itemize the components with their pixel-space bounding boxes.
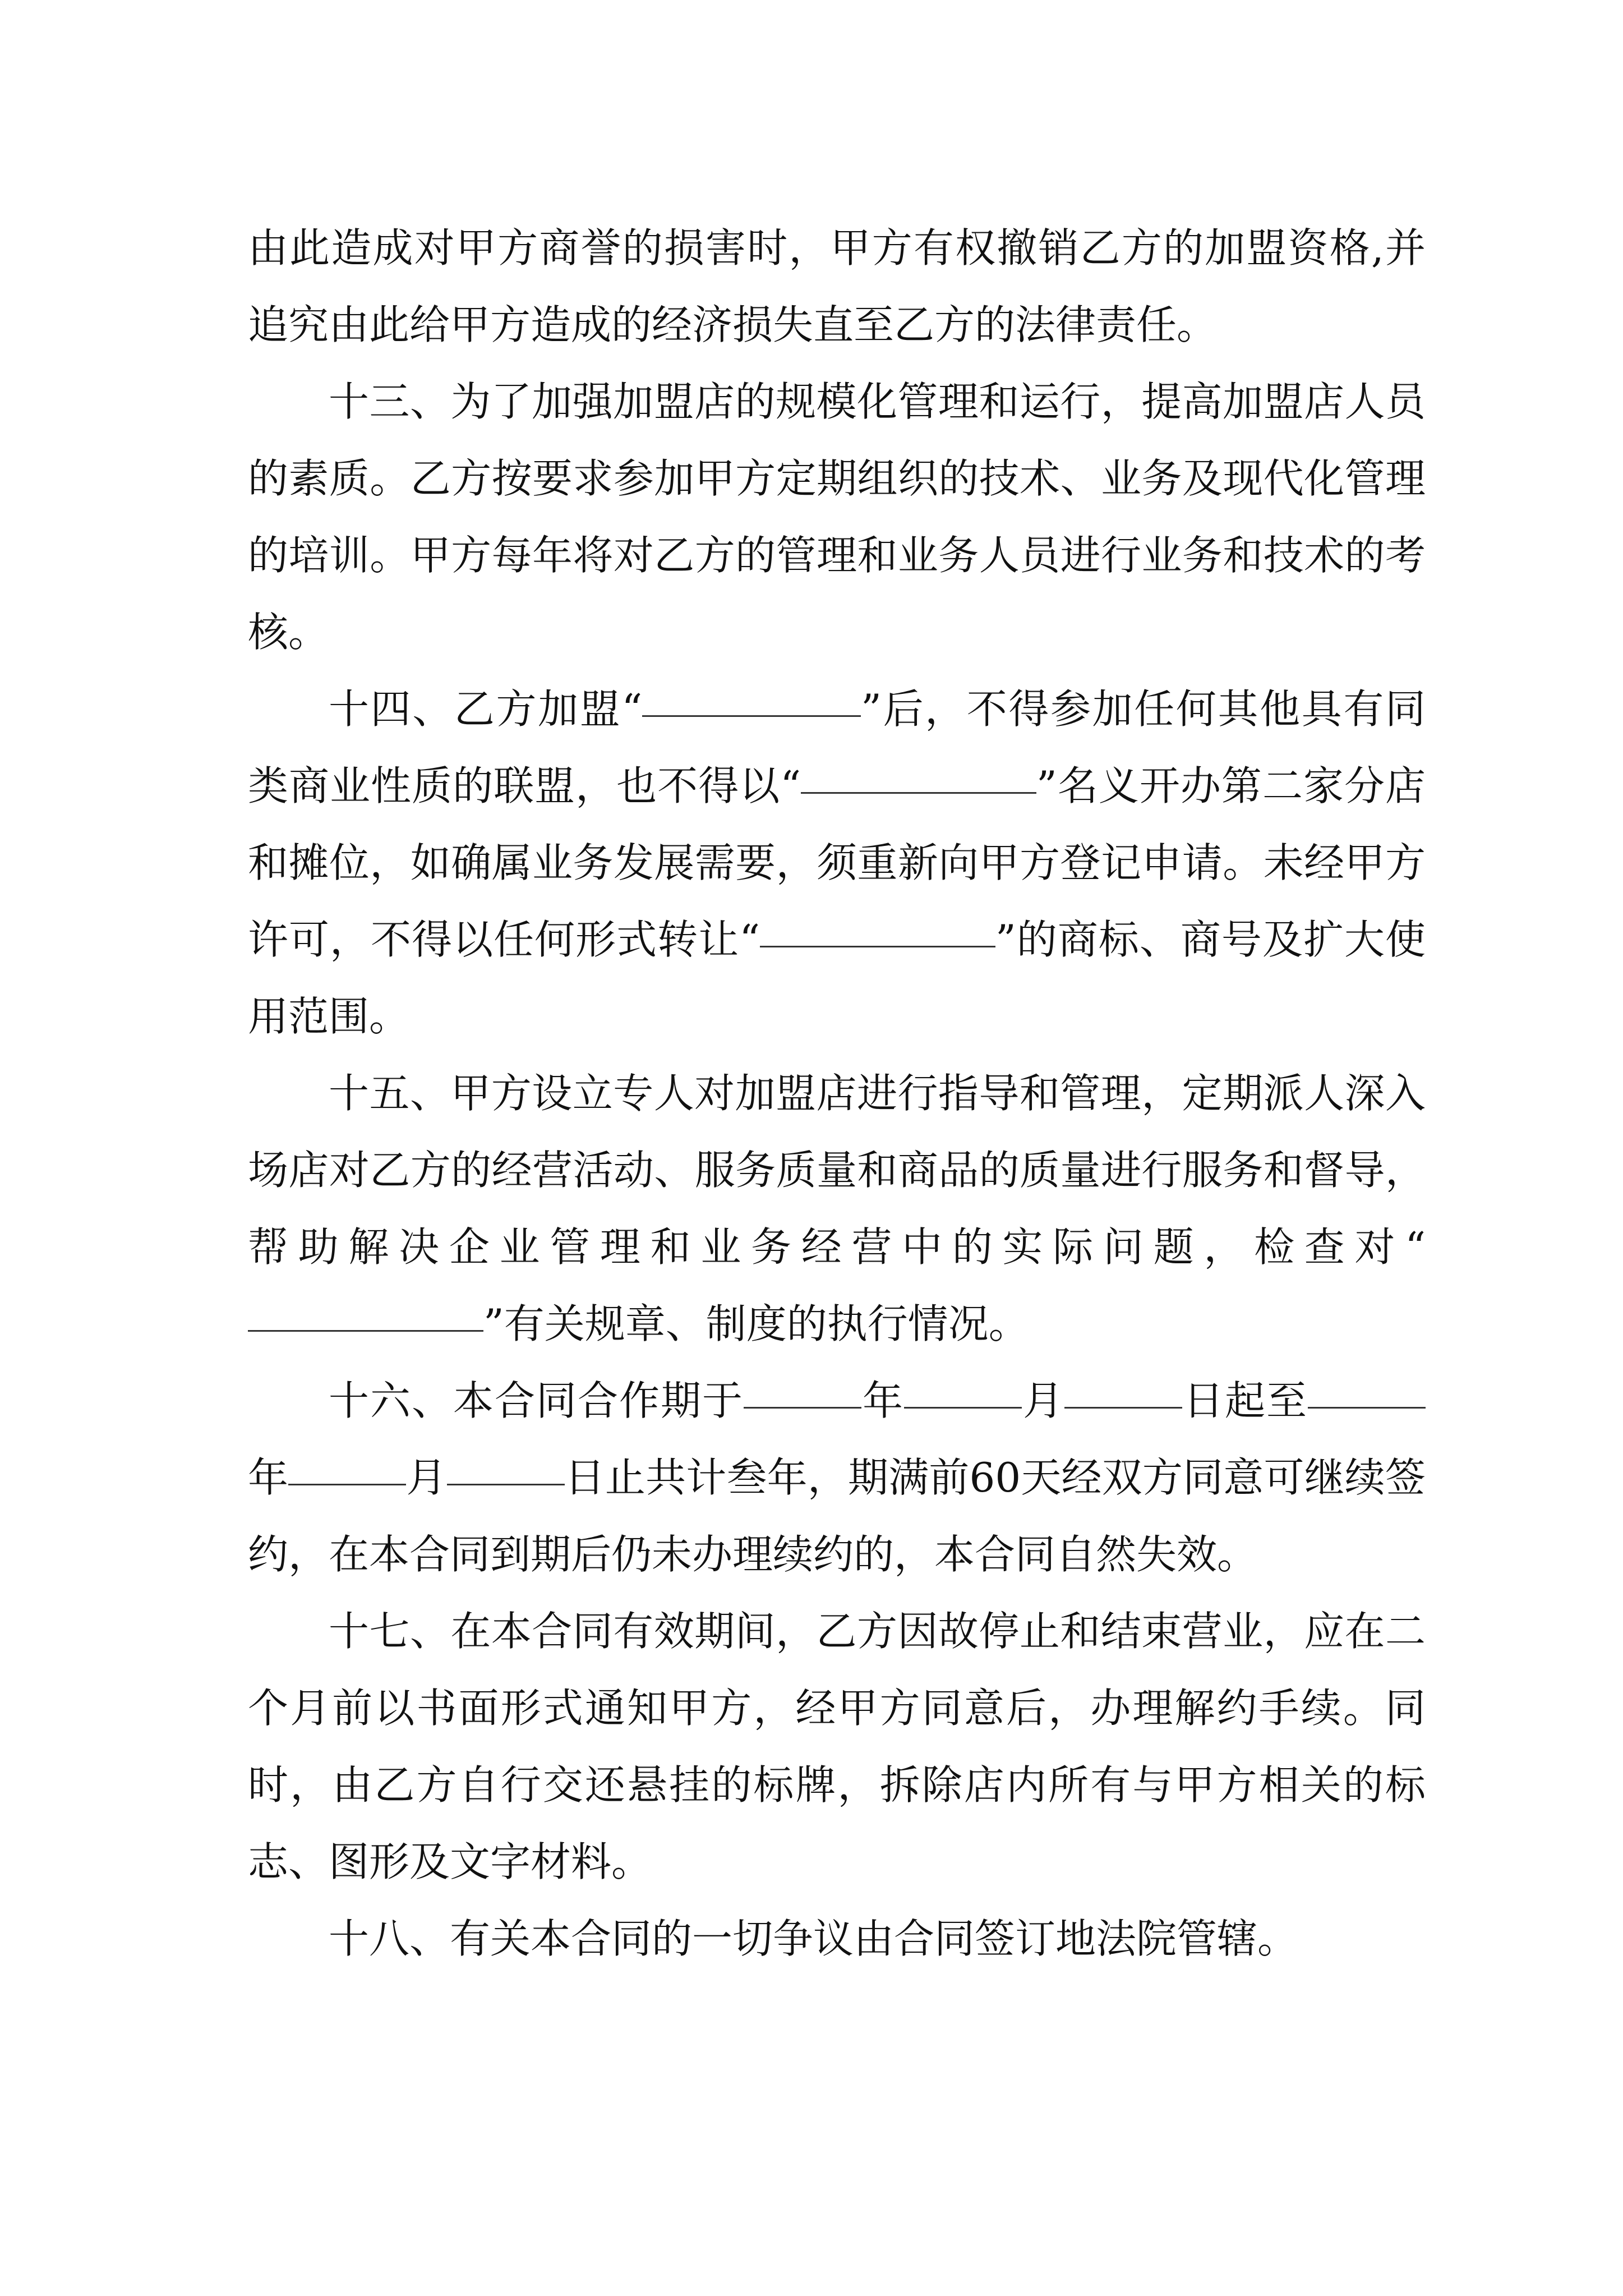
fill-in-blank-line — [288, 1483, 406, 1485]
clause-text: 十三、为了加强加盟店的规模化管理和运行，提高加盟店人员的素质。乙方按要求参加甲方定期组织的技术、业务及现代化管理的培训。甲方每年将对乙方的管理和业务人员进行业务和技术的考核。 — [248, 378, 1426, 656]
fill-in-blank-line — [1308, 1406, 1426, 1409]
fill-in-blank-line — [447, 1483, 565, 1485]
clause-text: ”的商标、商号及扩大使用范围。 — [248, 916, 1426, 1040]
clause-text: ”有关规章、制度的执行情况。 — [483, 1300, 1029, 1347]
fill-in-blank-line — [904, 1406, 1022, 1409]
clause-paragraph-p13 — [248, 364, 1426, 671]
clause-text: ”名义开办第二家分店和摊位，如确属业务发展需要，须重新向甲方登记申请。未经甲方许可，不得以任何形式转让“ — [248, 762, 1426, 963]
clause-text: 十四、乙方加盟“ — [329, 685, 643, 733]
clause-text: 由此造成对甲方商誉的损害时，甲方有权撤销乙方的加盟资格,并追究由此给甲方造成的经济损失直至乙方的法律责任。 — [248, 224, 1426, 348]
clause-paragraph-p12-cont — [248, 210, 1426, 364]
clause-text: 月 — [406, 1454, 447, 1501]
clause-text: 十七、在本合同有效期间，乙方因故停止和结束营业，应在二个月前以书面形式通知甲方，经甲方同意后，办理解约手续。同时，由乙方自行交还悬挂的标牌，拆除店内所有与甲方相关的标志、图形及文字材料。 — [248, 1608, 1426, 1885]
clause-paragraph-p15 — [248, 1055, 1426, 1363]
clause-text: 年 — [248, 1454, 289, 1501]
fill-in-blank-line — [642, 715, 861, 717]
clause-paragraph-p18 — [248, 1901, 1426, 1977]
fill-in-blank-line — [248, 1329, 483, 1332]
clause-text: 十六、本合同合作期于 — [329, 1377, 744, 1424]
fill-in-blank-line — [744, 1406, 861, 1409]
fill-in-blank-line — [1064, 1406, 1182, 1409]
clause-text: 十八、有关本合同的一切争议由合同签订地法院管辖。 — [329, 1915, 1298, 1962]
contract-body — [248, 210, 1426, 1977]
clause-paragraph-p14 — [248, 671, 1426, 1055]
clause-text: 十五、甲方设立专人对加盟店进行指导和管理，定期派人深入场店对乙方的经营活动、服务质量和商品的质量进行服务和督导，帮助解决企业管理和业务经营中的实际问题，检查对“ — [248, 1070, 1426, 1271]
clause-text: ”后，不得参加任何其他具有同类商业性质的联盟，也不得以“ — [248, 685, 1426, 809]
clause-text: 日起至 — [1182, 1377, 1308, 1424]
clause-paragraph-p16 — [248, 1363, 1426, 1593]
fill-in-blank-line — [760, 945, 995, 947]
clause-paragraph-p17 — [248, 1593, 1426, 1901]
fill-in-blank-line — [801, 792, 1036, 794]
clause-text: 年 — [861, 1377, 904, 1424]
clause-text: 日止共计叁年，期满前60天经双方同意可继续签约，在本合同到期后仍未办理续约的，本合同自然失效。 — [248, 1454, 1426, 1578]
clause-text: 月 — [1021, 1377, 1064, 1424]
